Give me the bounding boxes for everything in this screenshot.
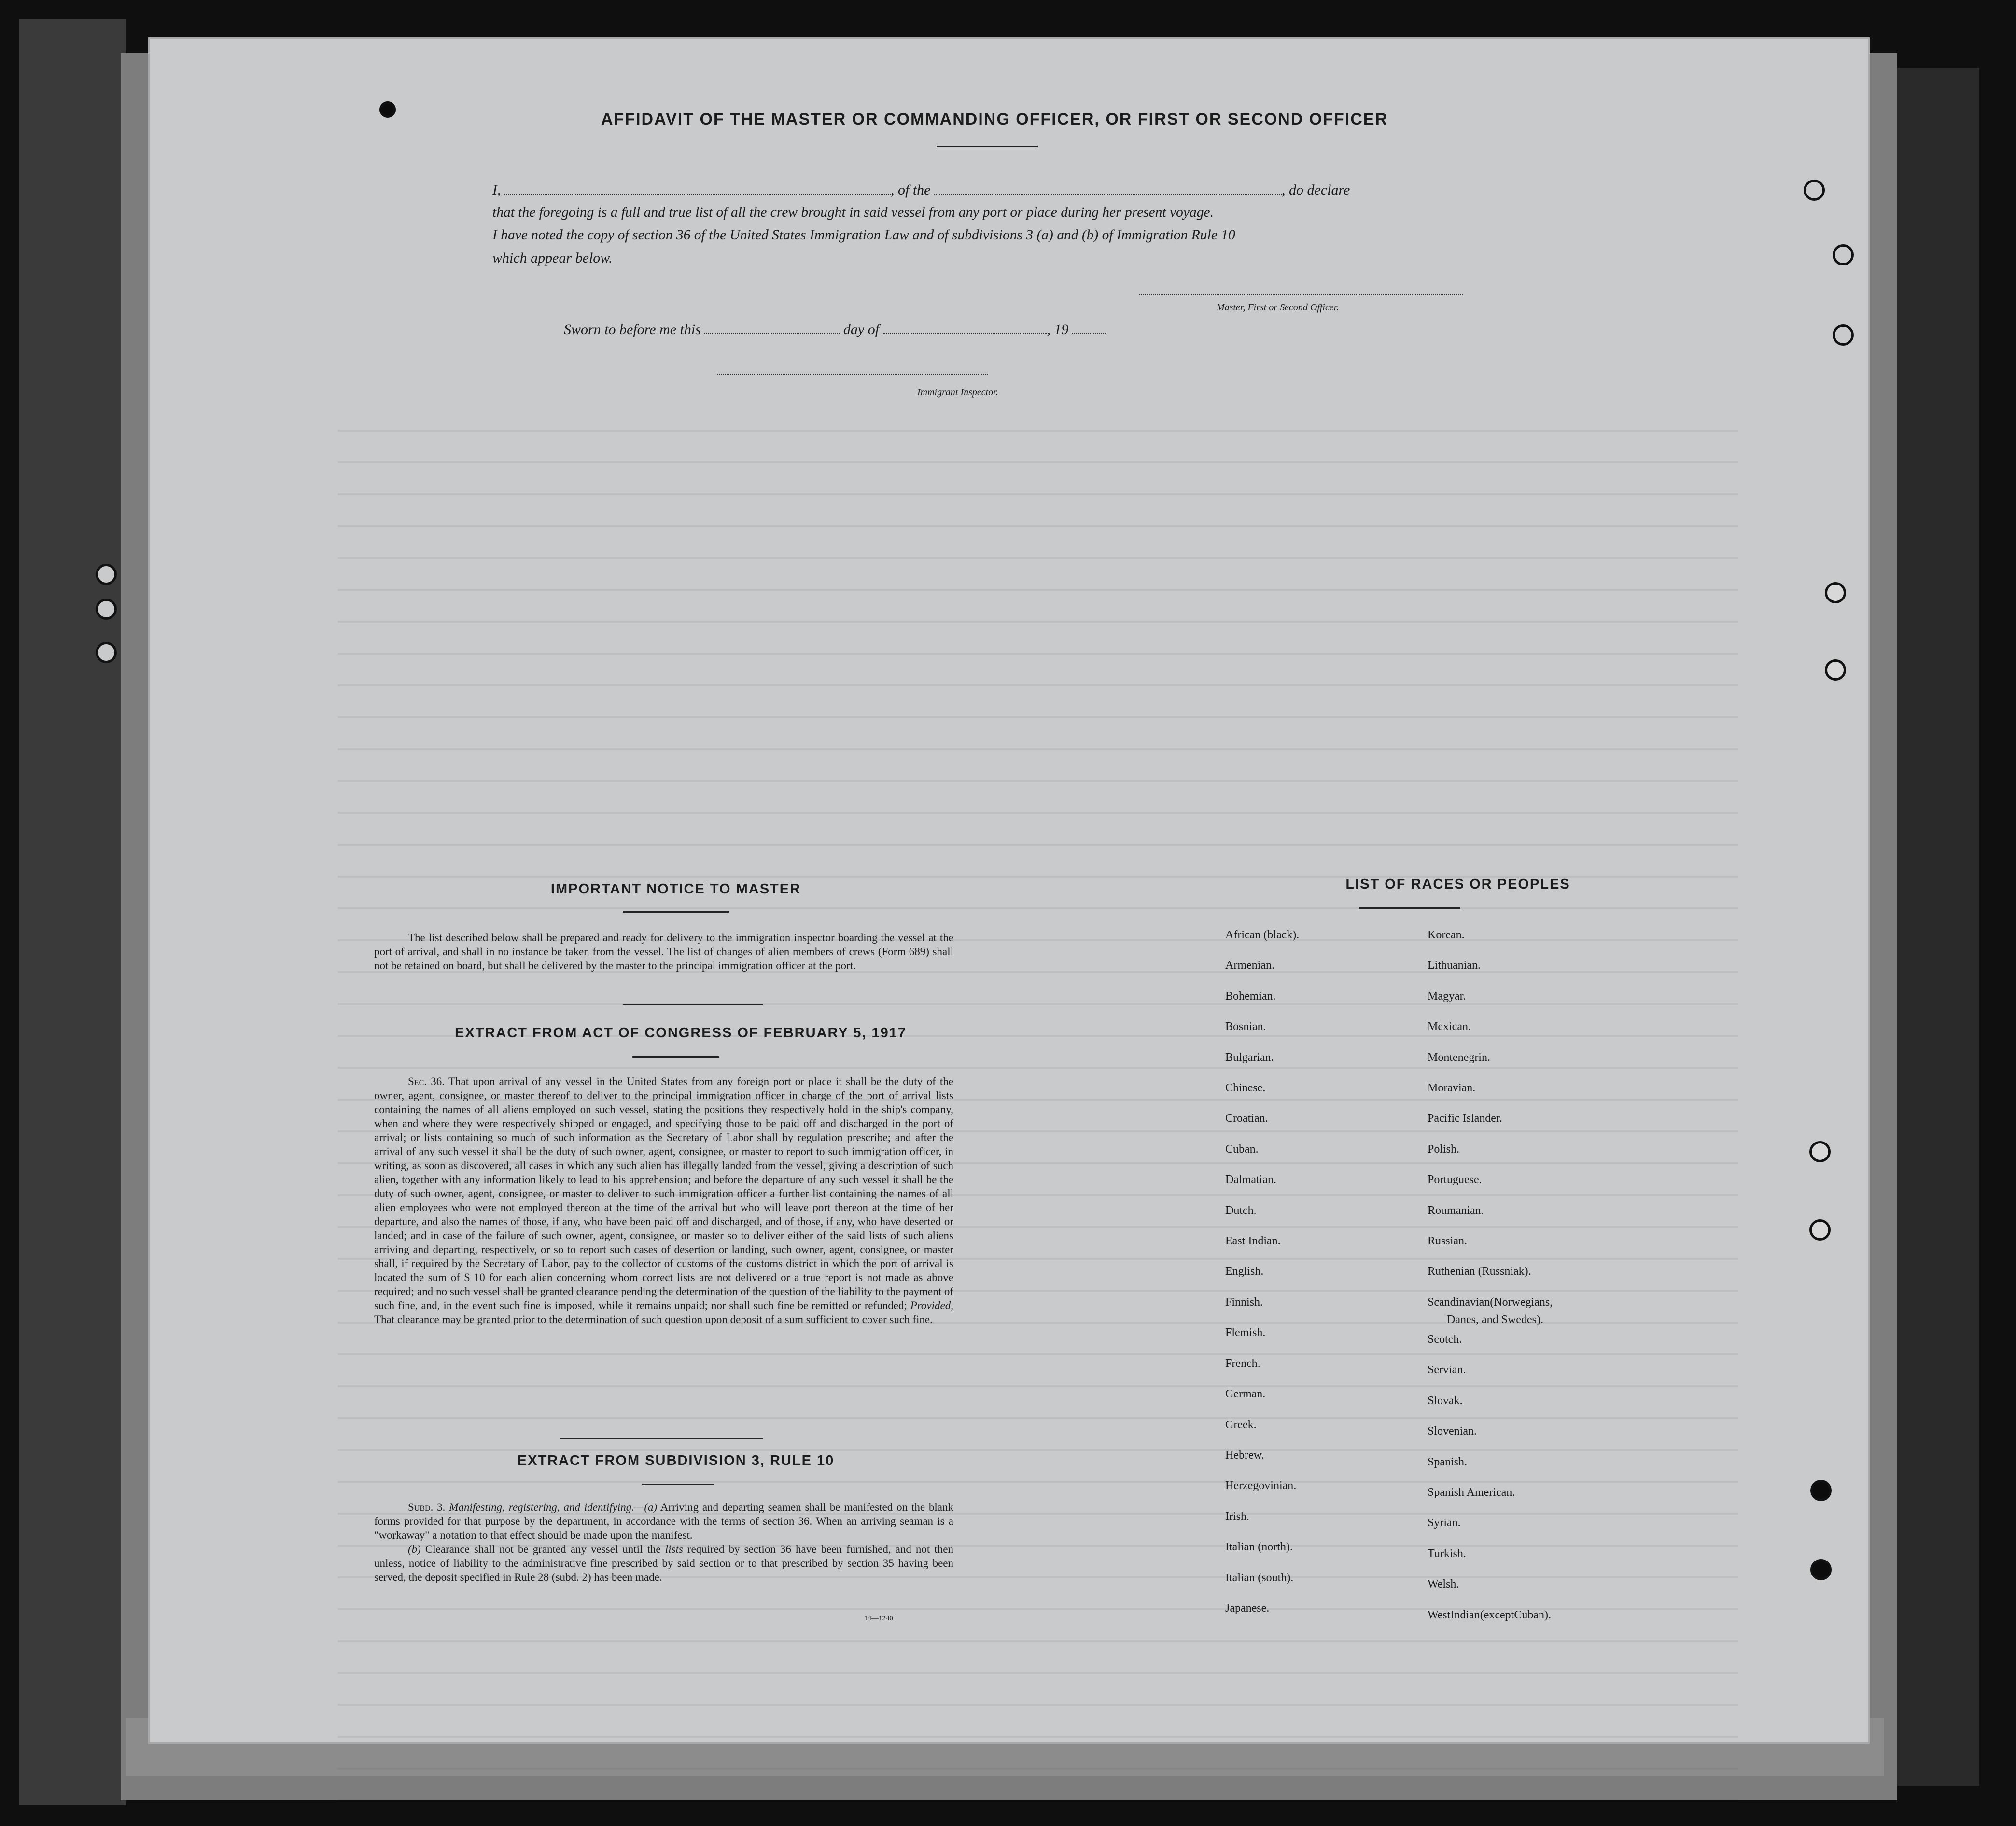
race-item: WestIndian(exceptCuban).	[1428, 1608, 1551, 1621]
race-item: Welsh.	[1428, 1578, 1459, 1591]
inspector-label: Immigrant Inspector.	[917, 387, 998, 398]
race-item: Bohemian.	[1225, 990, 1276, 1003]
rule-heading: Manifesting, registering, and identifying.—(a)	[449, 1501, 658, 1513]
form-number: 14—1240	[864, 1615, 893, 1622]
notice-underline	[623, 911, 729, 913]
affidavit-line-3: I have noted the copy of section 36 of the United States Immigration Law and of subdivisions 3 (a) and (b) of Immigration Rule 10	[492, 227, 1235, 243]
rule-title: EXTRACT FROM SUBDIVISION 3, RULE 10	[517, 1453, 835, 1468]
rule-part-b	[374, 1542, 953, 1584]
rule-underline	[642, 1484, 714, 1485]
race-item: English.	[1225, 1265, 1264, 1278]
race-item: Italian (south).	[1225, 1571, 1294, 1584]
race-item: Dutch.	[1225, 1204, 1257, 1217]
race-item: German.	[1225, 1388, 1266, 1401]
rule-b-label: (b)	[408, 1543, 421, 1555]
race-item: Lithuanian.	[1428, 959, 1481, 972]
punch-hole-icon	[96, 642, 117, 663]
race-item: Magyar.	[1428, 990, 1466, 1003]
affidavit-line-2: that the foregoing is a full and true list of all the crew brought in said vessel from any port or place during her present voyage.	[492, 205, 1214, 220]
punch-hole-icon	[1809, 1141, 1831, 1162]
rule-lists-word: lists	[665, 1543, 683, 1555]
sworn-label: Sworn to before me this	[564, 321, 701, 337]
race-item: Armenian.	[1225, 959, 1274, 972]
affidavit-declare-label: , do declare	[1282, 182, 1350, 198]
race-item: Korean.	[1428, 929, 1465, 941]
act-underline	[632, 1056, 719, 1058]
races-column-1	[1225, 920, 1409, 1624]
race-item: Hebrew.	[1225, 1449, 1264, 1462]
race-item: Russian.	[1428, 1235, 1468, 1248]
race-item: Italian (north).	[1225, 1541, 1293, 1554]
punch-hole-icon	[1833, 244, 1854, 265]
race-item: Cuban.	[1225, 1143, 1259, 1156]
act-body	[374, 1074, 953, 1326]
race-item: Servian.	[1428, 1364, 1466, 1377]
rule-subdivision-label: Subd. 3.	[408, 1501, 446, 1513]
sworn-line	[564, 319, 1106, 338]
race-item: Polish.	[1428, 1143, 1460, 1156]
race-item: Herzegovinian.	[1225, 1479, 1297, 1492]
race-item: Scotch.	[1428, 1333, 1462, 1346]
sworn-year-field[interactable]	[1072, 319, 1106, 334]
rule-part-a	[374, 1500, 953, 1542]
day-of-label: day of	[843, 321, 880, 337]
race-item: Spanish.	[1428, 1455, 1468, 1468]
punch-hole-icon	[1833, 324, 1854, 346]
sworn-day-field[interactable]	[704, 319, 840, 334]
year-label: , 19	[1047, 321, 1069, 337]
rule-text-a: Arriving and departing seamen shall be manifested on the blank forms provided for that purpose by the department, in accordance with the terms of section 36. When an arriving seaman is a "workaway" a notation to that effect should be made upon the manifest.	[374, 1501, 954, 1541]
officer-name-field[interactable]	[504, 179, 891, 195]
race-item: Croatian.	[1225, 1112, 1268, 1125]
races-column-2	[1428, 920, 1669, 1631]
race-item: French.	[1225, 1357, 1260, 1370]
act-proviso-label: Provided,	[910, 1299, 953, 1311]
act-proviso-text: That clearance may be granted prior to the determination of such question upon deposit of a sum sufficient to cover such fine.	[374, 1313, 933, 1325]
punch-hole-icon	[1810, 1559, 1832, 1580]
inspector-signature-line[interactable]	[717, 374, 988, 375]
race-item: Danes, and Swedes).	[1447, 1313, 1543, 1326]
affidavit-title: AFFIDAVIT OF THE MASTER OR COMMANDING OFFICER, OR FIRST OR SECOND OFFICER	[601, 110, 1388, 128]
race-item: Moravian.	[1428, 1082, 1476, 1095]
rule-text-b1: Clearance shall not be granted any vessel until the	[425, 1543, 661, 1555]
punch-hole-icon	[96, 599, 117, 620]
race-item: Mexican.	[1428, 1020, 1471, 1033]
affidavit-body	[492, 179, 1463, 269]
affidavit-line-1	[492, 179, 1463, 201]
affidavit-line-4: which appear below.	[492, 250, 613, 266]
race-item: Bulgarian.	[1225, 1051, 1274, 1064]
punch-hole-icon	[1804, 180, 1825, 201]
race-item: Slovak.	[1428, 1394, 1463, 1407]
race-item: Flemish.	[1225, 1326, 1266, 1339]
race-item: Slovenian.	[1428, 1425, 1477, 1438]
rule-body	[374, 1500, 953, 1584]
punch-hole-icon	[1810, 1480, 1832, 1501]
race-item: Syrian.	[1428, 1517, 1461, 1530]
notice-text: The list described below shall be prepared and ready for delivery to the immigration inspector boarding the vessel at the port of arrival, and shall in no instance be taken from the vessel. The list of changes of alien members of crews (Form 689) shall not be retained on board, but shall be delivered by the master to the principal immigration officer at the port.	[374, 932, 953, 972]
race-item: African (black).	[1225, 929, 1300, 941]
races-underline	[1359, 907, 1460, 909]
act-title: EXTRACT FROM ACT OF CONGRESS OF FEBRUARY 5, 1917	[454, 1025, 907, 1041]
affidavit-of-the-label: , of the	[891, 182, 931, 198]
race-item: Spanish American.	[1428, 1486, 1515, 1499]
race-item: Scandinavian(Norwegians,	[1428, 1296, 1553, 1309]
race-item: Finnish.	[1225, 1296, 1263, 1309]
races-title: LIST OF RACES OR PEOPLES	[1345, 877, 1570, 892]
punch-hole-icon	[379, 101, 396, 118]
race-item: Portuguese.	[1428, 1173, 1482, 1186]
race-item: Turkish.	[1428, 1547, 1466, 1560]
section-divider	[560, 1438, 763, 1439]
sworn-month-field[interactable]	[883, 319, 1047, 334]
signature-label: Master, First or Second Officer.	[1217, 302, 1339, 313]
race-item: Greek.	[1225, 1418, 1257, 1431]
race-item: Bosnian.	[1225, 1020, 1266, 1033]
affidavit-i-label: I,	[492, 182, 501, 198]
race-item: Ruthenian (Russniak).	[1428, 1265, 1531, 1278]
punch-hole-icon	[1825, 659, 1846, 681]
vessel-name-field[interactable]	[934, 179, 1282, 195]
race-item: Pacific Islander.	[1428, 1112, 1502, 1125]
punch-hole-icon	[96, 564, 117, 585]
race-item: Dalmatian.	[1225, 1173, 1276, 1186]
title-underline	[937, 146, 1038, 147]
race-item: East Indian.	[1225, 1235, 1281, 1248]
act-section-label: Sec. 36.	[408, 1075, 445, 1087]
notice-title: IMPORTANT NOTICE TO MASTER	[550, 881, 801, 897]
punch-hole-icon	[1825, 582, 1846, 603]
race-item: Chinese.	[1225, 1082, 1266, 1095]
race-item: Japanese.	[1225, 1602, 1270, 1615]
race-item: Montenegrin.	[1428, 1051, 1490, 1064]
race-item: Roumanian.	[1428, 1204, 1484, 1217]
act-text: That upon arrival of any vessel in the United States from any foreign port or place it shall be the duty of the owner, agent, consignee, or master thereof to deliver to the principal immigration officer in charge of the port of arrival lists containing the names of all aliens employed on such vessel, stating the positions they respectively hold in the ship's company, when and where they were respectively shipped or engaged, and specifying those to be paid off and discharged in the port of arrival; or lists containing so much of such information as the Secretary of Labor shall by regulation prescribe; and after the arrival of any such vessel it shall be the duty of such owner, agent, consignee, or master to report to such immigration officer, in writing, as soon as discovered, all cases in which any such alien has illegally landed from the vessel, giving a description of such alien, together with any information likely to lead to his apprehension; and before the departure of any such vessel it shall be the duty of such owner, agent, consignee, or master to deliver to such immigration officer a further list containing the names of all alien employees who were not employed thereon at the time of the arrival but who will leave port thereon at the time of her departure, and also the names of those, if any, who have been paid off and discharged, and of those, if any, who have deserted or landed; and in case of the failure of such owner, agent, consignee, or master so to deliver either of the said lists of such aliens arriving and departing, respectively, or so to report such cases of desertion or landing, such owner, agent, consignee, or master shall, if required by the Secretary of Labor, pay to the collector of customs of the customs district in which the port of arrival is located the sum of $ 10 for each alien concerning whom correct lists are not delivered or a true report is not made as above required; and no such vessel shall be granted clearance pending the determination of the question of the liability to the payment of such fine, and, in the event such fine is imposed, while it remains unpaid; nor shall such fine be remitted or refunded;	[374, 1075, 953, 1311]
section-divider	[623, 1004, 763, 1005]
signature-line[interactable]	[1139, 294, 1463, 295]
punch-hole-icon	[1809, 1219, 1831, 1241]
rule-text-b2: required by section 36 have been furnished, and not then unless, notice of liability to the administrative fine prescribed by said section or to that prescribed by section 35 having been served, the deposit specified in Rule 28 (subd. 2) has been made.	[374, 1543, 954, 1583]
binder-board-left	[19, 19, 126, 1805]
race-item: Irish.	[1225, 1510, 1249, 1523]
